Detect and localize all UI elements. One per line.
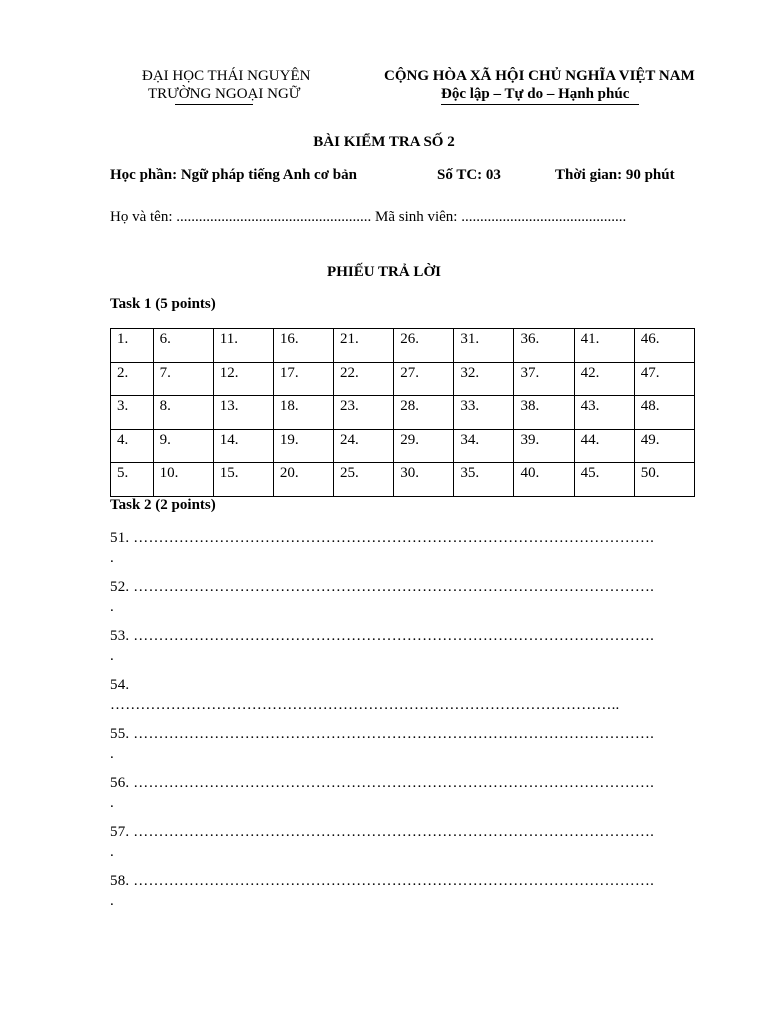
answer-cell[interactable]: 14. [213,429,273,463]
answer-cell[interactable]: 50. [634,463,694,497]
answer-line-continuation: . [110,550,114,566]
table-row [111,429,695,463]
answer-cell[interactable]: 27. [394,362,454,396]
answer-line[interactable]: 52. …………………………………………………………………………………………. [110,579,655,595]
answer-cell[interactable]: 1. [111,329,154,363]
answer-sheet-title: PHIẾU TRẢ LỜI [327,264,441,280]
answer-cell[interactable]: 39. [514,429,574,463]
answer-line-continuation: . [110,746,114,762]
answer-cell[interactable]: 19. [273,429,333,463]
answer-cell[interactable]: 17. [273,362,333,396]
course-name: Học phần: Ngữ pháp tiếng Anh cơ bản [110,167,357,183]
answer-cell[interactable]: 40. [514,463,574,497]
answer-cell[interactable]: 34. [454,429,514,463]
answer-cell[interactable]: 44. [574,429,634,463]
answer-cell[interactable]: 38. [514,396,574,430]
answer-cell[interactable]: 25. [334,463,394,497]
table-row [111,396,695,430]
answer-cell[interactable]: 7. [153,362,213,396]
answer-cell[interactable]: 13. [213,396,273,430]
answer-cell[interactable]: 4. [111,429,154,463]
answer-line[interactable]: 51. …………………………………………………………………………………………. [110,530,655,546]
task1-label: Task 1 (5 points) [110,296,216,312]
answer-cell[interactable]: 16. [273,329,333,363]
answer-line-continuation: . [110,795,114,811]
answer-cell[interactable]: 41. [574,329,634,363]
answer-cell[interactable]: 30. [394,463,454,497]
table-row [111,329,695,363]
university-name: ĐẠI HỌC THÁI NGUYÊN [142,68,311,84]
page-title: BÀI KIỂM TRA SỐ 2 [313,134,455,150]
answer-cell[interactable]: 26. [394,329,454,363]
answer-cell[interactable]: 11. [213,329,273,363]
answer-cell[interactable]: 46. [634,329,694,363]
answer-cell[interactable]: 35. [454,463,514,497]
answer-line-continuation: ……………………………………………………………………………………….. [110,697,620,713]
answer-cell[interactable]: 6. [153,329,213,363]
answer-line[interactable]: 58. …………………………………………………………………………………………. [110,873,655,889]
table-row [111,362,695,396]
answer-cell[interactable]: 3. [111,396,154,430]
task2-label: Task 2 (2 points) [110,497,216,513]
answer-cell[interactable]: 20. [273,463,333,497]
credit-count: Số TC: 03 [437,167,501,183]
answer-cell[interactable]: 33. [454,396,514,430]
answer-cell[interactable]: 21. [334,329,394,363]
answer-line-continuation: . [110,893,114,909]
answer-cell[interactable]: 12. [213,362,273,396]
faculty-name: TRƯỜNG NGOẠI NGỮ [148,86,301,102]
answer-cell[interactable]: 23. [334,396,394,430]
table-row [111,463,695,497]
answer-line[interactable]: 55. …………………………………………………………………………………………. [110,726,655,742]
answer-line[interactable]: 56. …………………………………………………………………………………………. [110,775,655,791]
answer-cell[interactable]: 47. [634,362,694,396]
answer-cell[interactable]: 37. [514,362,574,396]
answer-line-continuation: . [110,599,114,615]
answer-cell[interactable]: 32. [454,362,514,396]
answer-line[interactable]: 57. …………………………………………………………………………………………. [110,824,655,840]
answer-cell[interactable]: 24. [334,429,394,463]
answer-cell[interactable]: 42. [574,362,634,396]
answer-line-continuation: . [110,648,114,664]
answer-cell[interactable]: 15. [213,463,273,497]
answer-cell[interactable]: 5. [111,463,154,497]
answer-cell[interactable]: 36. [514,329,574,363]
answer-cell[interactable]: 10. [153,463,213,497]
motto-underline [441,104,639,105]
answer-cell[interactable]: 8. [153,396,213,430]
answer-cell[interactable]: 22. [334,362,394,396]
student-info-row: Họ và tên: .................................................... Mã sinh viên: ............................................ [110,209,627,225]
answer-cell[interactable]: 49. [634,429,694,463]
answer-line-continuation: . [110,844,114,860]
national-motto: Độc lập – Tự do – Hạnh phúc [441,86,630,102]
answer-cell[interactable]: 43. [574,396,634,430]
exam-duration: Thời gian: 90 phút [555,167,675,183]
answer-line[interactable]: 54. [110,677,130,693]
answer-line[interactable]: 53. …………………………………………………………………………………………. [110,628,655,644]
answer-cell[interactable]: 29. [394,429,454,463]
faculty-underline [175,104,253,105]
answer-cell[interactable]: 45. [574,463,634,497]
answer-cell[interactable]: 31. [454,329,514,363]
answer-cell[interactable]: 28. [394,396,454,430]
answer-cell[interactable]: 48. [634,396,694,430]
answer-cell[interactable]: 2. [111,362,154,396]
answer-cell[interactable]: 9. [153,429,213,463]
task1-answer-grid [110,328,695,497]
answer-cell[interactable]: 18. [273,396,333,430]
national-title: CỘNG HÒA XÃ HỘI CHỦ NGHĨA VIỆT NAM [384,68,695,84]
